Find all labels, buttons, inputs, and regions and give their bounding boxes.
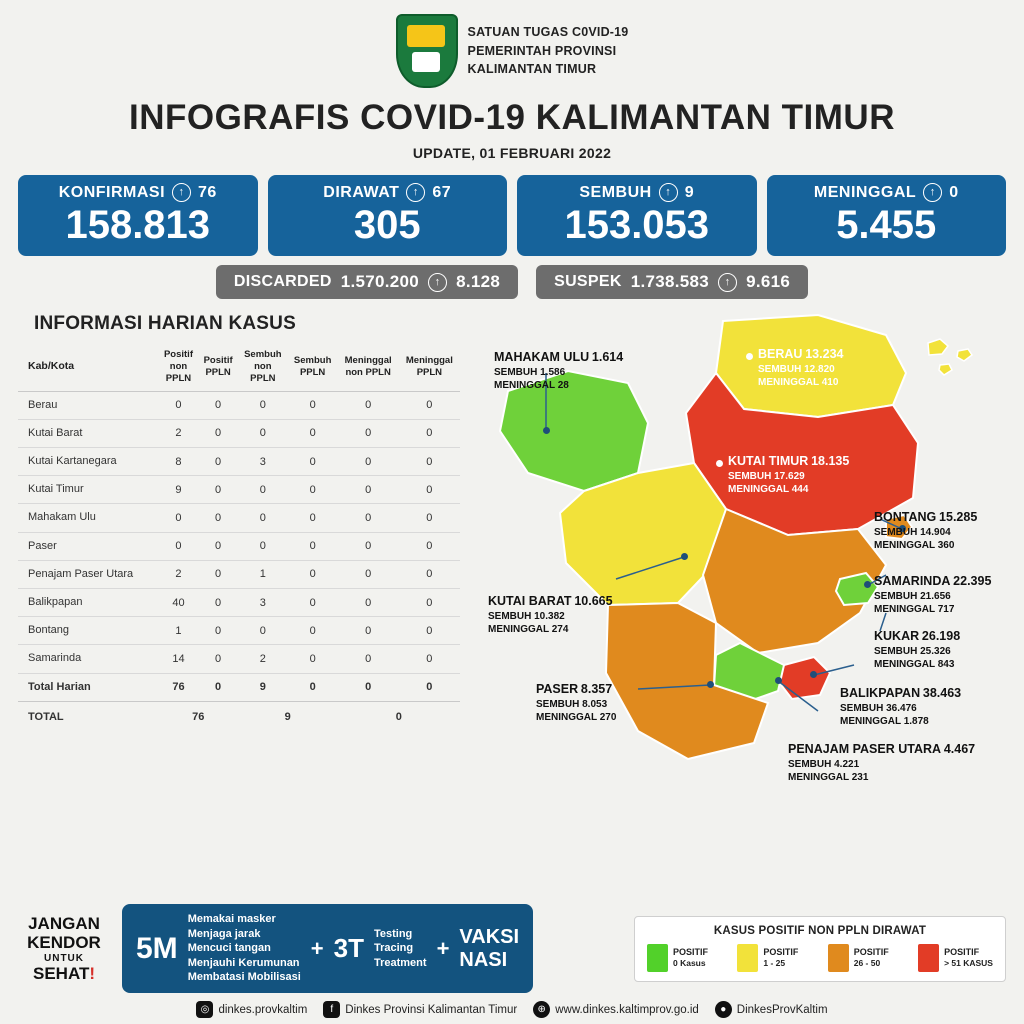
plus-sign-1: +: [310, 935, 324, 961]
arrow-up-icon: ↑: [172, 183, 191, 202]
stat-value: 1.570.200: [340, 272, 420, 291]
cell-meninggal-non-ppln: 0: [338, 673, 399, 701]
cell-meninggal-ppln: 0: [399, 532, 460, 560]
th-positif-non-ppln: Positif non PPLN: [159, 343, 199, 391]
cell-sembuh-non-ppln: 1: [238, 560, 288, 588]
footer-top-row: [0, 904, 1024, 993]
label-5m: 5M: [136, 931, 178, 965]
legend-swatch-red: [918, 944, 939, 972]
map-label-kutai-barat: KUTAI BARAT 10.665 SEMBUH 10.382 MENINGGAL 274: [488, 594, 613, 636]
slogan-jangan-kendor: JANGAN KENDOR UNTUK SEHAT!: [27, 913, 101, 984]
legend-item: [828, 944, 889, 972]
table-row: [18, 645, 460, 673]
cell-meninggal-ppln: 0: [399, 476, 460, 504]
org-line-3: KALIMANTAN TIMUR: [467, 62, 597, 77]
cell-meninggal-ppln: 0: [399, 617, 460, 645]
cell-meninggal-non-ppln: 0: [338, 532, 399, 560]
cell-sembuh-ppln: 0: [288, 419, 338, 447]
cell-kab: Total Harian: [18, 673, 159, 701]
th-meninggal-non-ppln: Meninggal non PPLN: [338, 343, 399, 391]
th-sembuh-non-ppln: Sembuh non PPLN: [238, 343, 288, 391]
twitter-icon: ●: [715, 1001, 732, 1018]
cell-kab: Berau: [18, 391, 159, 419]
cell-sembuh-non-ppln: 2: [238, 645, 288, 673]
stat-bar-discarded: [216, 265, 518, 299]
cell-meninggal-non-ppln: 0: [338, 476, 399, 504]
map-dot-samarinda: [864, 581, 871, 588]
kaltim-map: [488, 313, 1024, 813]
map-dot-kukar: [810, 671, 817, 678]
cell-kab: Samarinda: [18, 645, 159, 673]
stat-delta: 0: [949, 183, 959, 201]
facebook-icon: f: [323, 1001, 340, 1018]
cell-total-meninggal: 0: [395, 711, 402, 724]
legend-swatch-orange: [828, 944, 849, 972]
plus-sign-2: +: [436, 935, 450, 961]
cell-positif-ppln: 0: [198, 560, 238, 588]
cell-sembuh-non-ppln: 0: [238, 391, 288, 419]
social-website[interactable]: [533, 1001, 699, 1018]
cell-kab: Paser: [18, 532, 159, 560]
stat-delta: 67: [432, 183, 452, 201]
th-sembuh-ppln: Sembuh PPLN: [288, 343, 338, 391]
stat-delta: 9: [684, 183, 695, 201]
cell-kab: TOTAL: [28, 710, 64, 723]
stat-value: 1.738.583: [630, 272, 710, 291]
daily-table-section: [0, 313, 488, 813]
instagram-icon: ◎: [196, 1001, 213, 1018]
cell-positif-non-ppln: 76: [159, 673, 199, 701]
main-content: [0, 313, 1024, 813]
org-line-1: SATUAN TUGAS C0VID-19: [467, 24, 629, 39]
map-label-bontang: BONTANG 15.285 SEMBUH 14.904 MENINGGAL 360: [874, 510, 978, 552]
cell-kab: Penajam Paser Utara: [18, 560, 159, 588]
list-3t: [374, 927, 427, 971]
cell-meninggal-non-ppln: 0: [338, 391, 399, 419]
cell-kab: Mahakam Ulu: [18, 504, 159, 532]
stat-value: 305: [353, 203, 421, 247]
cell-positif-ppln: 0: [198, 532, 238, 560]
table-row: [18, 617, 460, 645]
social-links: [0, 1001, 1024, 1024]
arrow-up-icon: ↑: [718, 273, 737, 292]
social-handle: www.dinkes.kaltimprov.go.id: [555, 1003, 699, 1016]
cell-kab: Kutai Barat: [18, 419, 159, 447]
list-item: Membatasi Mobilisasi: [187, 971, 301, 984]
cell-meninggal-ppln: 0: [399, 391, 460, 419]
map-legend: [634, 916, 1006, 982]
arrow-up-icon: ↑: [659, 183, 678, 202]
map-dot-berau: [746, 353, 753, 360]
cell-positif-non-ppln: 9: [159, 476, 199, 504]
org-line-2: PEMERINTAH PROVINSI: [467, 43, 617, 58]
cell-positif-ppln: 0: [198, 476, 238, 504]
cell-positif-ppln: 0: [198, 504, 238, 532]
cell-positif-non-ppln: 14: [159, 645, 199, 673]
protocol-box: [122, 904, 533, 993]
cell-meninggal-ppln: 0: [399, 419, 460, 447]
table-row: [18, 476, 460, 504]
satgas-logo: [396, 14, 458, 88]
website-icon: ⊕: [533, 1001, 550, 1018]
table-row: [18, 419, 460, 447]
social-handle: Dinkes Provinsi Kalimantan Timur: [345, 1003, 518, 1016]
map-dot-paser: [707, 681, 714, 688]
page-subtitle: UPDATE, 01 FEBRUARI 2022: [412, 145, 612, 161]
map-label-kukar: KUKAR 26.198 SEMBUH 25.326 MENINGGAL 843: [874, 629, 961, 671]
label-vaksinasi: VAKSI NASI: [459, 925, 520, 971]
th-meninggal-ppln: Meninggal PPLN: [399, 343, 460, 391]
cell-meninggal-ppln: 0: [399, 645, 460, 673]
cell-sembuh-ppln: 0: [288, 504, 338, 532]
stat-label: DIRAWAT: [323, 183, 400, 201]
cell-meninggal-ppln: 0: [399, 448, 460, 476]
org-name: [468, 23, 629, 79]
cell-positif-ppln: 0: [198, 588, 238, 616]
map-section: [488, 313, 1024, 813]
list-item: Memakai masker: [187, 913, 276, 926]
list-item: Testing: [373, 927, 413, 940]
cell-meninggal-non-ppln: 0: [338, 448, 399, 476]
cell-sembuh-non-ppln: 0: [238, 419, 288, 447]
cell-sembuh-non-ppln: 0: [238, 617, 288, 645]
cell-sembuh-ppln: 0: [288, 617, 338, 645]
cell-sembuh-non-ppln: 3: [238, 588, 288, 616]
stat-value: 153.053: [564, 203, 710, 247]
table-row-total-harian: [18, 673, 460, 701]
cell-positif-non-ppln: 1: [159, 617, 199, 645]
table-row: [18, 504, 460, 532]
cell-sembuh-ppln: 0: [288, 476, 338, 504]
stat-card-dirawat: [268, 175, 508, 256]
list-item: Menjauhi Kerumunan: [187, 956, 300, 969]
cell-kab: Bontang: [18, 617, 159, 645]
map-region-balikpapan: [778, 657, 830, 699]
list-item: Treatment: [373, 956, 427, 969]
header: [0, 0, 1024, 88]
legend-text: POSITIF 1 - 25: [763, 946, 799, 969]
legend-items: [647, 944, 993, 972]
cell-sembuh-ppln: 0: [288, 391, 338, 419]
daily-cases-table: [18, 343, 460, 731]
arrow-up-icon: ↑: [406, 183, 425, 202]
cell-positif-ppln: 0: [198, 673, 238, 701]
stat-card-meninggal: [767, 175, 1007, 256]
th-positif-ppln: Positif PPLN: [198, 343, 238, 391]
social-handle: dinkes.provkaltim: [218, 1003, 308, 1016]
cell-meninggal-non-ppln: 0: [338, 588, 399, 616]
legend-text: POSITIF > 51 KASUS: [944, 946, 993, 969]
cell-sembuh-non-ppln: 0: [238, 476, 288, 504]
stat-delta: 8.128: [456, 272, 501, 291]
cell-sembuh-ppln: 0: [288, 673, 338, 701]
table-row: [18, 448, 460, 476]
cell-sembuh-non-ppln: 9: [238, 673, 288, 701]
cell-sembuh-ppln: 0: [288, 588, 338, 616]
cell-kab: Kutai Kartanegara: [18, 448, 159, 476]
list-item: Menjaga jarak: [187, 927, 261, 940]
social-facebook[interactable]: [323, 1001, 517, 1018]
cell-sembuh-non-ppln: 0: [238, 504, 288, 532]
social-handle: DinkesProvKaltim: [736, 1003, 828, 1016]
cell-sembuh-non-ppln: 0: [238, 532, 288, 560]
cell-positif-non-ppln: 0: [159, 504, 199, 532]
list-item: Tracing: [373, 942, 414, 955]
table-row: [18, 588, 460, 616]
legend-swatch-green: [647, 944, 668, 972]
cell-positif-non-ppln: 2: [159, 560, 199, 588]
legend-swatch-yellow: [737, 944, 758, 972]
table-row: [18, 560, 460, 588]
arrow-up-icon: ↑: [428, 273, 447, 292]
table-header-row: [18, 343, 460, 391]
legend-item: [918, 944, 993, 972]
stat-label: MENINGGAL: [813, 183, 917, 201]
cell-sembuh-ppln: 0: [288, 560, 338, 588]
map-label-samarinda: SAMARINDA 22.395 SEMBUH 21.656 MENINGGAL 717: [874, 574, 992, 616]
legend-text: POSITIF 26 - 50: [853, 946, 889, 969]
map-label-penajam-paser-utara: PENAJAM PASER UTARA 4.467 SEMBUH 4.221 MENINGGAL 231: [788, 742, 976, 784]
cell-sembuh-ppln: 0: [288, 448, 338, 476]
stat-value: 5.455: [836, 203, 937, 247]
cell-positif-ppln: 0: [198, 391, 238, 419]
table-row: [18, 391, 460, 419]
table-row: [18, 532, 460, 560]
cell-positif-non-ppln: 40: [159, 588, 199, 616]
cell-positif-non-ppln: 0: [159, 391, 199, 419]
stat-card-konfirmasi: [18, 175, 258, 256]
stat-cards: [0, 175, 1024, 256]
label-3t: 3T: [333, 933, 364, 964]
cell-total-sembuh: 9: [284, 711, 291, 724]
legend-title: KASUS POSITIF NON PPLN DIRAWAT: [713, 924, 927, 937]
legend-text: POSITIF 0 Kasus: [673, 946, 709, 969]
cell-positif-ppln: 0: [198, 617, 238, 645]
cell-meninggal-ppln: 0: [399, 588, 460, 616]
cell-sembuh-ppln: 0: [288, 645, 338, 673]
cell-sembuh-ppln: 0: [288, 532, 338, 560]
cell-positif-ppln: 0: [198, 419, 238, 447]
cell-sembuh-non-ppln: 3: [238, 448, 288, 476]
stat-label: SUSPEK: [554, 273, 622, 290]
table-title: INFORMASI HARIAN KASUS: [34, 313, 296, 334]
cell-total-positif: 76: [192, 711, 205, 724]
map-label-kutai-timur: KUTAI TIMUR 18.135 SEMBUH 17.629 MENINGGAL 444: [728, 454, 850, 496]
stat-card-sembuh: [517, 175, 757, 256]
social-twitter[interactable]: [715, 1001, 828, 1018]
map-dot-kutai-timur: [716, 460, 723, 467]
cell-positif-non-ppln: 0: [159, 532, 199, 560]
legend-item: [647, 944, 708, 972]
cell-meninggal-ppln: 0: [399, 673, 460, 701]
th-kab-kota: Kab/Kota: [18, 343, 159, 391]
secondary-stats: [0, 265, 1024, 299]
map-label-mahakam-ulu: MAHAKAM ULU 1.614 SEMBUH 1.586 MENINGGAL 28: [494, 350, 624, 392]
cell-positif-non-ppln: 2: [159, 419, 199, 447]
page-title: INFOGRAFIS COVID-19 KALIMANTAN TIMUR: [129, 98, 895, 137]
cell-meninggal-non-ppln: 0: [338, 419, 399, 447]
map-dot-mahakam-ulu: [543, 427, 550, 434]
cell-meninggal-ppln: 0: [399, 504, 460, 532]
map-label-balikpapan: BALIKPAPAN 38.463 SEMBUH 36.476 MENINGGAL 1.878: [840, 686, 962, 728]
map-dot-kutai-barat: [681, 553, 688, 560]
cell-meninggal-non-ppln: 0: [338, 504, 399, 532]
arrow-up-icon: ↑: [923, 183, 942, 202]
cell-meninggal-non-ppln: 0: [338, 645, 399, 673]
map-label-paser: PASER 8.357 SEMBUH 8.053 MENINGGAL 270: [536, 682, 617, 724]
map-label-berau: BERAU 13.234 SEMBUH 12.820 MENINGGAL 410: [758, 347, 844, 389]
cell-positif-non-ppln: 8: [159, 448, 199, 476]
legend-item: [737, 944, 798, 972]
list-item: Mencuci tangan: [187, 942, 271, 955]
stat-label: KONFIRMASI: [58, 183, 166, 201]
stat-bar-suspek: [536, 265, 808, 299]
map-dot-penajam: [775, 677, 782, 684]
stat-label: DISCARDED: [233, 273, 332, 290]
table-row-grand-total: [18, 701, 460, 731]
stat-delta: 9.616: [746, 272, 791, 291]
social-instagram[interactable]: [196, 1001, 307, 1018]
stat-value: 158.813: [65, 203, 211, 247]
cell-meninggal-ppln: 0: [399, 560, 460, 588]
cell-positif-ppln: 0: [198, 645, 238, 673]
cell-meninggal-non-ppln: 0: [338, 560, 399, 588]
footer: [0, 904, 1024, 1024]
stat-label: SEMBUH: [579, 183, 652, 201]
cell-kab: Balikpapan: [18, 588, 159, 616]
cell-kab: Kutai Timur: [18, 476, 159, 504]
stat-delta: 76: [198, 183, 217, 201]
cell-positif-ppln: 0: [198, 448, 238, 476]
cell-meninggal-non-ppln: 0: [338, 617, 399, 645]
list-5m: [188, 912, 301, 985]
